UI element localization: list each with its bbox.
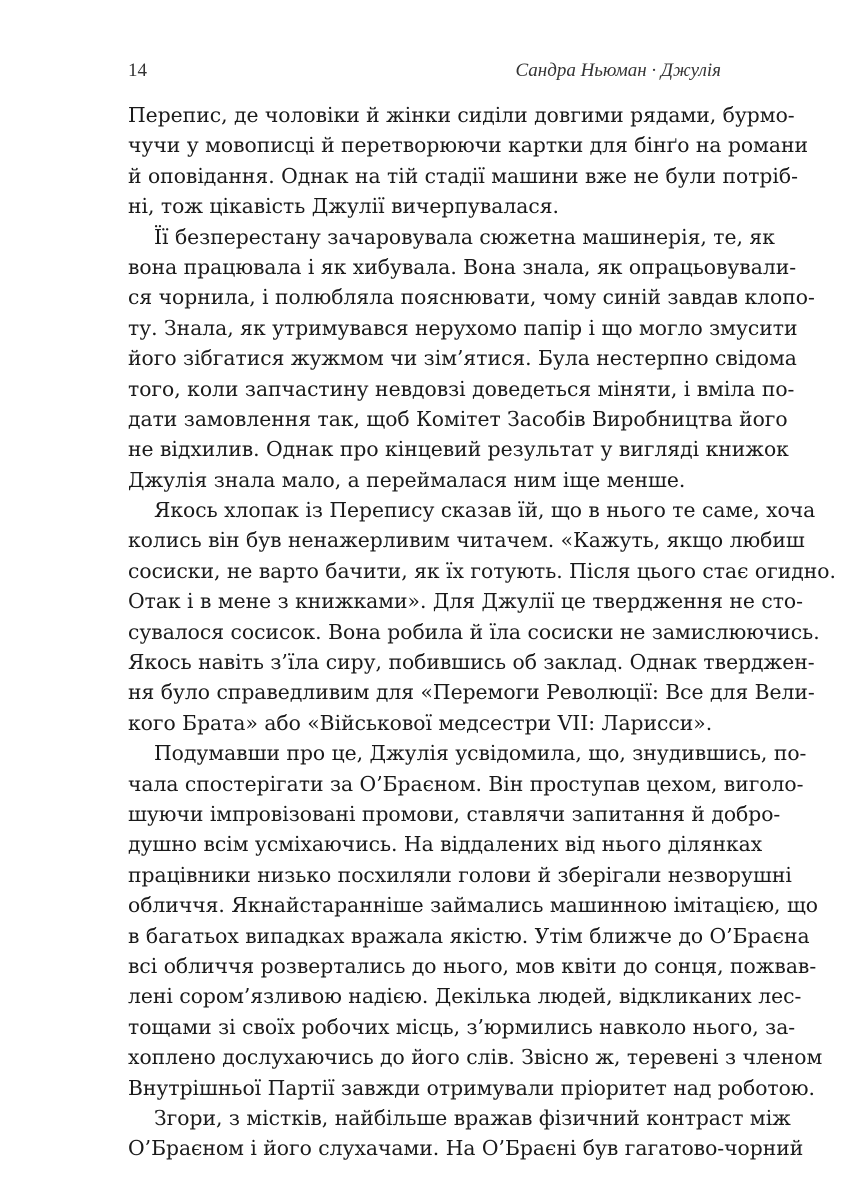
text-line: обличчя. Якнайстаранніше займались машинною імітацією, що xyxy=(128,893,819,918)
text-line: й оповідання. Однак на тій стадії машини вже не були потріб- xyxy=(128,163,798,188)
text-line: Згори, з містків, найбільше вражав фізичний контраст між xyxy=(154,1105,791,1130)
text-line: душно всім усміхаючись. На віддалених від нього ділянках xyxy=(128,832,763,857)
text-line: Якось хлопак із Перепису сказав їй, що в нього те саме, хоча xyxy=(154,498,816,523)
paragraph xyxy=(128,495,836,738)
text-line: не відхилив. Однак про кінцевий результат у вигляді книжок xyxy=(128,437,789,462)
text-line: всі обличчя розвертались до нього, мов квіти до сонця, пожвав- xyxy=(128,953,817,978)
text-line: хоплено дослухаючись до його слів. Звісно ж, теревені з членом xyxy=(128,1045,823,1070)
text-line: сосиски, не варто бачити, як їх готують. Після цього стає огидно. xyxy=(128,558,836,583)
text-line: чучи у мовописці й перетворюючи картки для бінґо на романи xyxy=(128,133,809,158)
text-line: тощами зі своїх робочих місць, з’юрмились навколо нього, за- xyxy=(128,1014,796,1039)
text-line: вона працювала і як хибувала. Вона знала, як опрацьовували- xyxy=(128,254,797,279)
text-line: працівники низько посхиляли голови й зберігали незворушні xyxy=(128,862,792,887)
running-title: Сандра Ньюман · Джулія xyxy=(515,60,721,81)
text-line: в багатьох випадках вражала якістю. Утім ближче до О’Браєна xyxy=(128,923,810,948)
text-line: того, коли запчастину невдовзі доведеться міняти, і вміла по- xyxy=(128,376,795,401)
text-line: ся чорнила, і полюбляла пояснювати, чому синій завдав клопо- xyxy=(128,285,815,310)
running-head xyxy=(128,60,721,88)
text-line: Перепис, де чоловіки й жінки сиділи довгими рядами, бурмо- xyxy=(128,103,795,127)
text-line: Джулія знала мало, а переймалася ним іще менше. xyxy=(128,467,686,492)
paragraph xyxy=(128,222,815,496)
text-line: кого Брата» або «Військової медсестри VII: Ларисси». xyxy=(128,710,713,735)
text-line: Її безперестану зачаровувала сюжетна машинерія, те, як xyxy=(154,224,775,249)
paragraph xyxy=(128,100,809,222)
text-line: шуючи імпровізовані промови, ставлячи запитання й добро- xyxy=(128,801,781,826)
text-line: дати замовлення так, щоб Комітет Засобів Виробництва його xyxy=(128,406,788,431)
text-line: чала спостерігати за О’Браєном. Він проступав цехом, виголо- xyxy=(128,771,804,796)
text-line: сувалося сосисок. Вона робила й їла сосиски не замислюючись. xyxy=(128,619,820,644)
body-text xyxy=(128,100,836,1164)
text-line: ту. Знала, як утримувався нерухомо папір і що могло змусити xyxy=(128,315,798,340)
paragraph xyxy=(128,738,823,1103)
text-line: Якось навіть з’їла сиру, побившись об заклад. Однак тверджен- xyxy=(128,650,815,675)
text-line: О’Браєном і його слухачами. На О’Браєні був гагатово-чорний xyxy=(128,1136,804,1161)
text-line: лені сором’язливою надією. Декілька людей, відкликаних лес- xyxy=(128,984,802,1009)
text-line: ні, тож цікавість Джулії вичерпувалася. xyxy=(128,194,559,219)
text-line: його зібгатися жужмом чи зім’ятися. Була нестерпно свідома xyxy=(128,346,797,371)
text-line: колись він був ненажерливим читачем. «Кажуть, якщо любиш xyxy=(128,528,805,553)
text-line: Отак і в мене з книжками». Для Джулії це твердження не сто- xyxy=(128,589,803,614)
text-line: ня було справедливим для «Перемоги Революції: Все для Вели- xyxy=(128,680,815,705)
page-number: 14 xyxy=(128,60,147,81)
text-line: Подумавши про це, Джулія усвідомила, що, знудившись, по- xyxy=(154,741,807,766)
text-line: Внутрішньої Партії завжди отримували пріоритет над роботою. xyxy=(128,1075,815,1100)
paragraph xyxy=(128,1103,804,1164)
